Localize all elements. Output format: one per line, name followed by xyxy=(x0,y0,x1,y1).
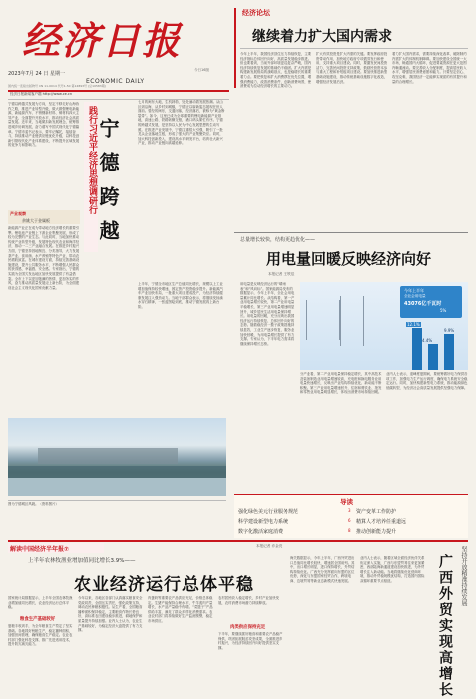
guide-title: 导读 xyxy=(340,498,353,506)
guide-item-right: 资产变革工作防护 xyxy=(356,509,397,515)
guide-box xyxy=(234,494,468,538)
guide-item[interactable] xyxy=(238,528,464,538)
masthead-english: ECONOMIC DAILY xyxy=(86,78,145,85)
agri-sub: 上半年农林牧渔业增加值同比增长3.9%—— xyxy=(28,558,136,564)
lead-headline: 继续着力扩大国内需求 xyxy=(252,29,392,45)
forum-box-title: 产业观察 xyxy=(10,211,26,216)
agri-byline: 本报记者 乔金亮 xyxy=(256,544,283,548)
vertical-title: 宁德跨越 xyxy=(96,118,120,254)
guangxi-column-1: 海关数据显示，今年上半年，广西外贸进出口总值同比增长较快，增速居全国前列。其中，出口增长明显，进口保持增长，外贸结构持续优化。广西充分发挥面向东盟的区位优势，深化与东盟国家经贸合作，跨境电商、边境贸易等新业态新模式快速发展。 xyxy=(290,556,355,583)
lead-column-1: 今年上半年，我国经济顶住压力持续恢复，主要经济指标总体回升向好，高质量发展稳步推进。但也要看到，当前外部环境更趋复杂严峻，国内经济持续恢复发展的基础仍不稳固。扩大内需是构建新发展格局的战略基点，也是稳增长的重要着力点。要把恢复和扩大消费摆在优先位置，增强消费能力，改善消费条件，创新消费场景，使消费成为拉动经济增长的主要动力。 xyxy=(240,52,312,89)
power-chart xyxy=(300,282,468,370)
guangxi-side: 坚持开放精准持续发展 xyxy=(460,546,467,606)
masthead-logo: 经济日报 xyxy=(22,18,183,63)
agri-section-1: 粮食生产基础较好 xyxy=(20,617,56,622)
power-column-2: 分产业看，第二产业用电量保持稳定增长，其中高技术及装备制造业用电量增速较高，充电桩和换电服务业用电量快速增长，反映出产业结构持续优化、新动能不断积聚。第三产业用电量增速回升，住宿和餐饮业、批发和零售业用电量明显增长，体现出消费市场持续回暖。 xyxy=(300,372,382,395)
issue-info: 国内统一连续出版物号 CN 11-0014 代号1-50 第14893号 (总10583期) xyxy=(8,84,106,88)
guide-item-right: 推动创新能力提升 xyxy=(356,529,397,535)
power-chart-title: 今年上半年 xyxy=(404,288,424,293)
power-kicker: 总量增长较快，结构更趋优化—— xyxy=(240,237,316,243)
lead-column-2: 扩大有效投资是扩大内需的关键。要发挥政府投资带动作用，加快地方政府专项债券发行和使用，支持重大项目建设。同时，要激发民间投资活力，完善民间投资支持政策，鼓励民营资本参与重大工程和补短板项目建设。要加快推进新型基础设施建设，推动传统基础设施数字化改造，增强经济发展后劲。 xyxy=(316,52,388,84)
guide-item-num: 6 xyxy=(348,518,351,523)
guangxi-column-2: 业内人士表示，随着区域全面经济伙伴关系协定深入实施，广西与东盟贸易往来更加紧密，西部陆海新通道建设加快推进，为外贸增长注入新动能。当地将继续优化营商环境，推动外贸稳规模优结构，打造国内国际双循环重要节点枢纽。 xyxy=(360,556,425,583)
lead-kicker: 经济论坛 xyxy=(242,9,270,17)
guide-item[interactable] xyxy=(238,508,464,518)
agri-column-2: 今年以来，各地区各部门认真落实粮食安全党政同责，全面压实责任，强化政策支持，调动农民种粮积极性。从生产看，全国粮食播种面积保持稳定，主要粮食作物长势良好，高标准农田建设稳步推进，耕地保护和质量提升持续加强。业内人士认为，农业生产基础较好，为稳定经济大盘提供了有力支撑。 xyxy=(78,596,143,633)
web-address: 经济日报新闻客户端 http://www.ce.cn xyxy=(10,92,73,96)
agri-column-3: 肉蛋奶等重要农产品供应充足，价格总体稳定。生猪产能保持合理水平，牛羊禽肉产量增长，水产品产量稳中有增。“菜篮子”产品供给丰富，满足了群众多样化消费需求。农业农村部门将持续做好生产监测预警，稳定市场供应。 xyxy=(148,596,213,623)
front-column-left-2: 新能源产业正在成为带动地方经济增长的重要引擎。锂电池产业链上下游企业集聚发展，形成了较为完整的产业生态。与此同时，当地加快推动传统产业转型升级，发展特色现代农业和海洋经济，推动一二三产业融合发展。在推进乡村振兴方面，宁德坚持因地制宜、分类指导，大力发展茶产业、食用菌、水产养殖等特色产业，带动农民增收致富。在城市建设方面，持续完善基础设施建设，提升公共服务水平，不断增强人民群众的获得感、幸福感、安全感。专家指出，宁德的实践为全国欠发达地区加快发展提供了有益借鉴。全市上下以更加饱满的热情、更加务实的作风，奋力推动高质量发展迈上新台阶，为全面建设社会主义现代化国家贡献力量。 xyxy=(8,226,80,290)
guide-item-right: 精算人才培养任重道远 xyxy=(356,519,407,525)
power-chart-growth: 5% xyxy=(440,308,447,313)
agri-column-1a: 国家统计局数据显示，上半年全国农林牧渔业增加值同比增长，农业经济运行总体平稳。 xyxy=(8,596,73,610)
power-chart-badge xyxy=(400,286,462,318)
agri-column-4b: 下半年，要继续抓好粮食和重要农产品稳产保供，巩固拓展脱贫攻坚成果，全面推进乡村振兴，为经济持续回升向好提供坚实支撑。 xyxy=(218,632,283,650)
agri-kicker: 解读中国经济半年报⑦ xyxy=(10,546,70,553)
front-column-mid: 七月的闽东大地，生机勃勃，处处涌动着发展热潮。从山区到沿海，从乡村到城镇，宁德正以崭新姿态展现在世人面前。曾经的闽东，交通闭塞，经济落后，被称为“黄金断裂带”。如今，这里已成为全球重要的锂电新能源产业基地，高速公路、铁路纵横交错，港口码头繁忙有序。宁德的跨越式发展，是坚持以人民为中心发展思想的生动写照。在推进产业发展中，宁德注重招大引强，吸引了一批龙头企业落地生根，形成了强大的产业集聚效应。同时，加大科技创新投入，建设高水平研发平台，培育壮大新兴产业，推动产业链向高端延伸。 xyxy=(138,100,225,146)
guide-item-num: 8 xyxy=(348,528,351,533)
power-pct-3: 9.9% xyxy=(444,328,455,333)
front-column-mid-2: 上半年，宁德全市地区生产总值同比增长，规模以上工业增加值保持较快增速，固定资产投资稳步提升。新能源汽车产业加快布局，一批重大项目建成投产，为经济持续健康发展注入强劲动力。当地干部群众表示，将继续发扬滴水穿石精神，一张蓝图绘到底，推动宁德发展再上新台阶。 xyxy=(138,282,223,309)
power-pct-1: 12.1% xyxy=(407,322,420,327)
power-column-3: 业内人士表示，迎峰度夏期间，要统筹做好电力保供各项工作，加强电力生产运行调度，确保电力系统安全稳定运行。同时，加快构建新型电力系统，推动能源绿色低碳转型，为经济社会高质量发展提供坚强电力保障。 xyxy=(386,372,468,390)
guide-item-left: 数字化激活家庭消费 xyxy=(238,529,284,535)
edition-count: 今日16版 xyxy=(194,68,209,72)
power-column-1: 用电量是反映经济运行的“晴雨表”和“风向标”。国家能源局发布的数据显示，今年上半年，全社会用电量累计同比增长。从结构看，第一产业用电量增长较快，第二产业用电量平稳增长，第三产业用电量增速明显回升，城乡居民生活用电量保持增长。用电量的回暖，充分反映出我国经济运行持续恢复、总体回升向好的态势。随着稳经济一揽子政策措施持续显效，工业生产逐步恢复，服务业加快回暖，为用电量增长提供了有力支撑。专家认为，下半年电力需求将继续保持增长态势。 xyxy=(240,282,295,346)
vertical-title-box xyxy=(96,118,128,318)
guide-item[interactable] xyxy=(238,518,464,528)
power-byline: 本报记者 王轶辰 xyxy=(268,272,295,276)
power-pct-2: 4.4% xyxy=(422,338,433,343)
issue-date: 2023年7月 24 日 星期一 xyxy=(8,71,66,77)
guide-item-num: 3 xyxy=(348,508,351,513)
forum-box xyxy=(8,210,80,224)
front-column-left: 宁德以跨越式发展为方向，坚定不移走好山海协作之路，推进产业转型升级，做大做强锂电新能源、新能源汽车、不锈钢新材料、铜材料四大主导产业，全面提升开放水平，推动经济社会高质量发展。近年来，当地紧扣新发展理念，统筹推进城乡协调发展，奋力谱写中国式现代化宁德篇章。宁德市委书记表示，要牢记嘱托，接续奋斗，持续推动产业链供应链优化升级，以科技创新引领现代化产业体系建设，不断提升区域发展的竞争力和影响力。 xyxy=(8,102,80,148)
guangxi-headline: 广西外贸实现高增长 xyxy=(437,554,453,698)
city-photo xyxy=(8,418,226,496)
agri-headline: 农业经济运行总体平稳 xyxy=(74,575,254,595)
agri-column-4a: 农村居民收入稳定增长，乡村产业加快发展，农村消费市场潜力持续释放。 xyxy=(218,596,280,605)
guide-list xyxy=(238,508,464,538)
power-chart-sub: 全社会用电量 xyxy=(404,294,426,298)
masthead xyxy=(8,6,208,63)
power-headline: 用电量回暖反映经济向好 xyxy=(266,250,432,268)
guide-item-left: 强化绿色美元行业服务规范 xyxy=(238,509,299,515)
agri-column-1b: 夏粮丰收到手，为全年粮食生产奠定了坚实基础。各地抓好秋粮生产，稳定播种面积，加强田间管理，确保粮食生产稳定。农业农村部门强化科技支撑，推广先进适用技术，提升防灾减灾能力。 xyxy=(8,624,73,647)
guide-item-left: 科学建设新型电力系统 xyxy=(238,519,289,525)
agri-kicker-box xyxy=(8,543,104,553)
series-label: 践行习近平经济思想调研行 xyxy=(87,106,97,214)
photo-caption: 图为宁德城区风貌。（资料图片） xyxy=(8,502,59,506)
power-chart-value: 43076亿千瓦时 xyxy=(404,301,442,307)
forum-box-sub: 余姚大于金属板 xyxy=(22,218,50,223)
agri-section-2: 肉类供应保持充足 xyxy=(230,625,266,630)
guangxi-title-box xyxy=(430,540,468,698)
lead-column-3: 着力扩大国内需求，需要持续深化改革，破除制约内需扩大的体制机制障碍。要加快建设全国统一大市场，畅通国内大循环，促进要素资源在更大范围内畅通流动。要完善收入分配制度，提高居民收入水平，增强居民消费意愿和能力。只要坚定信心、攻坚克难，我国经济一定能够实现质的有效提升和量的合理增长。 xyxy=(392,52,467,84)
